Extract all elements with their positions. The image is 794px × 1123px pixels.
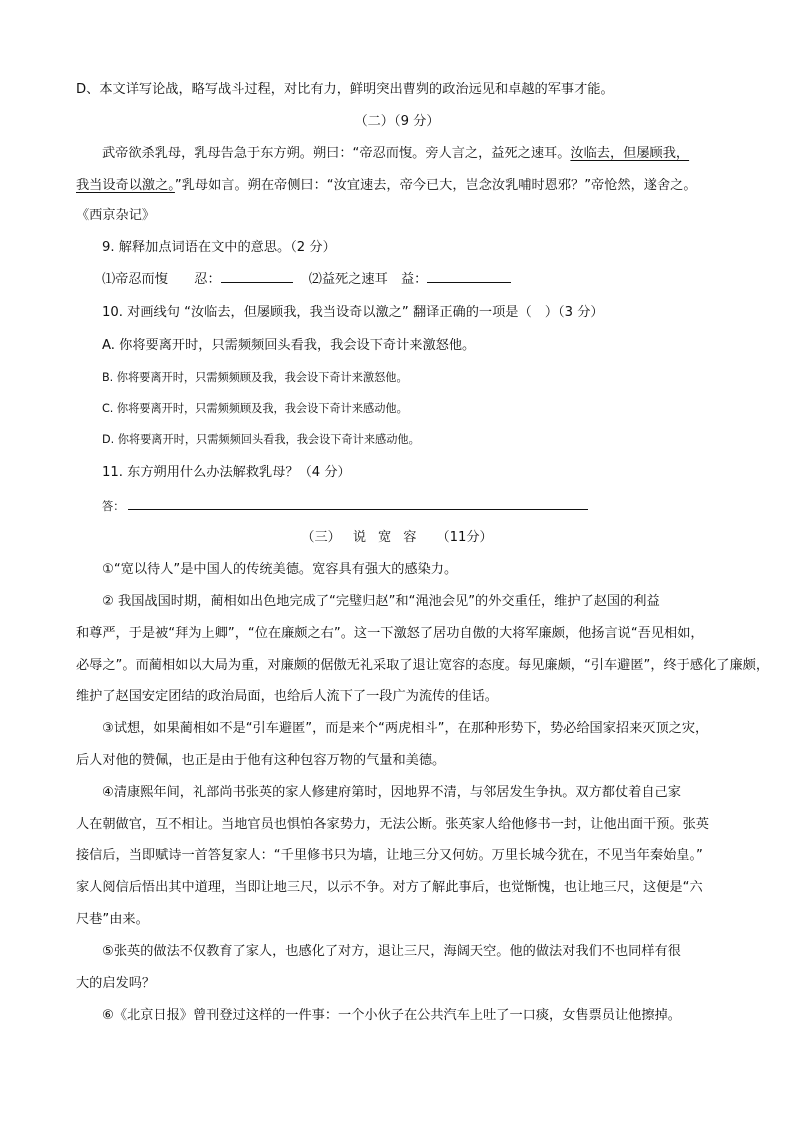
essay-line-9: 人在朝做官，互不相让。当地官员也惧怕各家势力，无法公断。张英家人给他修书一封，让他出面干预。张英 (76, 817, 709, 832)
question-10-option-a: A. 你将要离开时，只需频频回头看我，我会设下奇计来激怒他。 (102, 338, 476, 353)
section-3-score: （11分） (436, 530, 493, 545)
essay-line-13: ⑤张英的做法不仅教育了家人，也感化了对方，退让三尺，海阔天空。他的做法对我们不也同样有很 (102, 944, 681, 959)
underlined-sentence-part-2: 我当设奇以激之。 (76, 178, 175, 193)
question-10-option-d: D. 你将要离开时，只需频频回头看我，我会设下奇计来感动他。 (102, 433, 420, 446)
section-3-title-char-1: 说 (352, 530, 367, 545)
question-10: 10. 对画线句 “汝临去，但屡顾我，我当设奇以激之” 翻译正确的一项是（ ）（3 分） (102, 305, 604, 320)
section-3-number: （三） (301, 530, 341, 545)
passage-line-1-text: 武帝欲杀乳母，乳母告急于东方朔。朔曰：“帝忍而愎。旁人言之，益死之速耳。 (102, 146, 571, 161)
passage-line-1 (102, 144, 689, 164)
essay-line-2: ② 我国战国时期，蔺相如出色地完成了“完璧归赵”和“渑池会见”的外交重任，维护了赵国的利益 (102, 594, 660, 609)
essay-line-8: ④清康熙年间，礼部尚书张英的家人修建府第时，因地界不清，与邻居发生争执。双方都仗着自己家 (102, 785, 681, 800)
option-d-text: D、本文详写论战，略写战斗过程，对比有力，鲜明突出曹刿的政治远见和卓越的军事才能。 (76, 82, 614, 97)
section-3-title-char-3: 容 (403, 530, 417, 545)
essay-line-3: 和尊严，于是被“拜为上卿”，“位在廉颇之右”。这一下激怒了居功自傲的大将军廉颇，他扬言说“吾见相如， (76, 626, 704, 641)
essay-line-7: 后人对他的赞佩，也正是由于他有这种包容万物的气量和美德。 (76, 753, 446, 768)
question-9-items (102, 270, 511, 290)
question-10-option-c: C. 你将要离开时，只需频频顾及我，我会设下奇计来感动他。 (102, 402, 408, 415)
underlined-sentence-part-1: 汝临去，但屡顾我， (570, 146, 690, 161)
essay-line-10: 接信后，当即赋诗一首答复家人：“千里修书只为墙，让地三分又何妨。万里长城今犹在，不见当年秦始皇。” (76, 848, 703, 863)
section-2-heading: （二）（9 分） (354, 114, 440, 129)
essay-line-12: 尺巷”由来。 (76, 912, 149, 927)
section-3-heading (0, 528, 794, 548)
section-3-title-char-2: 宽 (378, 530, 392, 545)
essay-line-11: 家人阅信后悟出其中道理，当即让地三尺，以示不争。对方了解此事后，也觉惭愧，也让地三尺，这便是“六 (76, 880, 703, 895)
question-9: 9. 解释加点词语在文中的意思。（2 分） (102, 240, 336, 255)
essay-line-14: 大的启发吗？ (76, 976, 156, 991)
question-10-option-b: B. 你将要离开时，只需频频顾及我，我会设下奇计来激怒他。 (102, 371, 408, 384)
question-11: 11. 东方朔用什么办法解救乳母？（4 分） (102, 465, 351, 480)
answer-blank-11[interactable] (128, 509, 588, 510)
question-9-item-2: ⑵益死之速耳 益： (308, 272, 428, 287)
passage-line-2 (76, 176, 697, 196)
passage-line-2-text: ”乳母如言。朔在帝侧曰：“汝宜速去，帝今已大，岂念汝乳哺时恩邪？”帝怆然，遂舍之。 (174, 178, 697, 193)
essay-line-5: 维护了赵国安定团结的政治局面，也给后人流下了一段广为流传的佳话。 (76, 689, 498, 704)
answer-blank-9-2[interactable] (427, 282, 511, 283)
answer-line-11 (102, 497, 588, 517)
essay-line-4: 必辱之”。而蔺相如以大局为重，对廉颇的倨傲无礼采取了退让宽容的态度。每见廉颇，“引车避匿”，终于感化了廉颇， (76, 658, 770, 673)
essay-line-1: ①“宽以待人”是中国人的传统美德。宽容具有强大的感染力。 (102, 562, 458, 577)
answer-blank-9-1[interactable] (221, 282, 293, 283)
passage-source: 《西京杂记》 (76, 208, 156, 223)
essay-line-6: ③试想，如果蔺相如不是“引车避匿”，而是来个“两虎相斗”，在那种形势下，势必给国家招来灭顶之灾， (102, 721, 709, 736)
essay-line-15: ⑥《北京日报》曾刊登过这样的一件事：一个小伙子在公共汽车上吐了一口痰，女售票员让他擦掉。 (102, 1008, 681, 1023)
question-9-item-1: ⑴帝忍而愎 忍： (102, 272, 221, 287)
answer-label: 答： (102, 500, 125, 513)
